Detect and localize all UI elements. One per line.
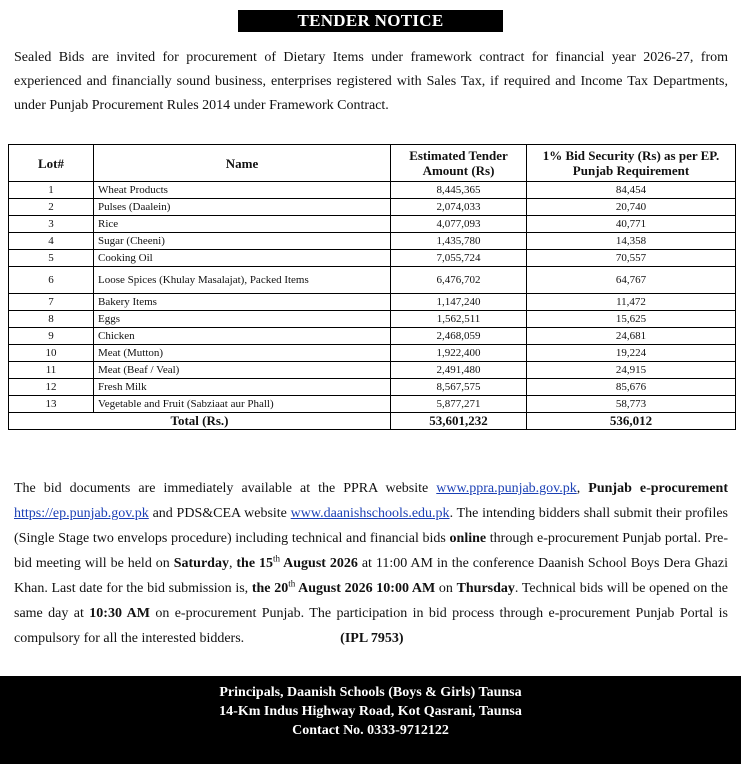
table-row — [9, 311, 736, 328]
lot-cell: 4 — [9, 233, 94, 250]
amount-cell: 2,468,059 — [391, 328, 527, 345]
details-text: at 11:00 AM in the conference Daanish School Boys Dera Ghazi Khan. Last date for the bid submission is, — [14, 556, 728, 596]
item-name-cell: Pulses (Daalein) — [94, 199, 391, 216]
table-row — [9, 182, 736, 199]
amount-cell: 2,491,480 — [391, 362, 527, 379]
details-text: . Technical bids will be opened on the same day at — [14, 581, 729, 621]
details-text: and PDS&CEA website — [148, 506, 291, 521]
details-text: on e-procurement Punjab. The participation in bid process through e-procurement Punjab Portal is compulsory for all the interested bidders. — [14, 606, 729, 646]
table-row — [9, 216, 736, 233]
item-name-cell: Bakery Items — [94, 294, 391, 311]
amount-cell: 7,055,724 — [391, 250, 527, 267]
lot-cell: 8 — [9, 311, 94, 328]
table-body — [9, 182, 736, 413]
lot-cell: 7 — [9, 294, 94, 311]
footer-principals: Principals, Daanish Schools (Boys & Girls) Taunsa — [219, 685, 522, 700]
lot-cell: 10 — [9, 345, 94, 362]
security-cell: 40,771 — [527, 216, 736, 233]
ordinal-suffix: th — [288, 578, 296, 589]
notice-title: TENDER NOTICE — [238, 10, 503, 32]
amount-cell: 2,074,033 — [391, 199, 527, 216]
total-label: Total (Rs.) — [9, 413, 391, 430]
tender-lots-table — [8, 144, 736, 430]
lot-cell: 12 — [9, 379, 94, 396]
details-bold: the 15 — [236, 556, 273, 571]
lot-cell: 5 — [9, 250, 94, 267]
security-cell: 20,740 — [527, 199, 736, 216]
security-cell: 14,358 — [527, 233, 736, 250]
lot-cell: 3 — [9, 216, 94, 233]
security-cell: 70,557 — [527, 250, 736, 267]
amount-cell: 1,435,780 — [391, 233, 527, 250]
table-row — [9, 267, 736, 294]
header-security: 1% Bid Security (Rs) as per EP. Punjab Requirement — [527, 145, 736, 182]
table-row — [9, 199, 736, 216]
table-header-row — [9, 145, 736, 182]
details-text: . The intending bidders shall submit their profiles (Single Stage two envelops procedure) including technical and financial bids — [14, 506, 729, 546]
details-bold: the 20 — [251, 581, 289, 596]
footer-address: 14-Km Indus Highway Road, Kot Qasrani, Taunsa — [219, 704, 522, 719]
details-text: through e-procurement Punjab portal. Pre-bid meeting will be held on — [14, 531, 729, 571]
amount-cell: 1,562,511 — [391, 311, 527, 328]
total-amount: 53,601,232 — [391, 413, 527, 430]
table-row — [9, 396, 736, 413]
table-row — [9, 250, 736, 267]
item-name-cell: Meat (Mutton) — [94, 345, 391, 362]
amount-cell: 5,877,271 — [391, 396, 527, 413]
item-name-cell: Vegetable and Fruit (Sabziaat aur Phall) — [94, 396, 391, 413]
lot-cell: 6 — [9, 267, 94, 294]
details-bold: 10:30 AM — [89, 606, 150, 621]
footer-contact: Contact No. 0333-9712122 — [292, 723, 449, 738]
security-cell: 64,767 — [527, 267, 736, 294]
amount-cell: 8,445,365 — [391, 182, 527, 199]
security-cell: 11,472 — [527, 294, 736, 311]
details-bold: online — [449, 531, 487, 546]
details-bold: Thursday — [456, 581, 515, 596]
intro-paragraph: Sealed Bids are invited for procurement of Dietary Items under framework contract for financial year 2026-27, from experienced and financially sound business, enterprises registered with Sales Tax, if required and Income Tax Departments, under Punjab Procurement Rules 2014 under Framework Contract. — [14, 50, 728, 113]
table-row — [9, 328, 736, 345]
table-row — [9, 345, 736, 362]
amount-cell: 4,077,093 — [391, 216, 527, 233]
lot-cell: 1 — [9, 182, 94, 199]
item-name-cell: Fresh Milk — [94, 379, 391, 396]
security-cell: 85,676 — [527, 379, 736, 396]
ppra-link[interactable]: www.ppra.punjab.gov.pk — [436, 481, 577, 496]
table-row — [9, 379, 736, 396]
security-cell: 24,681 — [527, 328, 736, 345]
amount-cell: 8,567,575 — [391, 379, 527, 396]
item-name-cell: Chicken — [94, 328, 391, 345]
total-row — [9, 413, 736, 430]
bid-details-paragraph — [14, 476, 728, 651]
item-name-cell: Wheat Products — [94, 182, 391, 199]
lot-cell: 11 — [9, 362, 94, 379]
security-cell: 19,224 — [527, 345, 736, 362]
details-text: on — [435, 581, 457, 596]
ordinal-suffix: th — [272, 553, 280, 564]
item-name-cell: Meat (Beaf / Veal) — [94, 362, 391, 379]
item-name-cell: Loose Spices (Khulay Masalajat), Packed Items — [94, 267, 391, 294]
security-cell: 58,773 — [527, 396, 736, 413]
header-amount: Estimated Tender Amount (Rs) — [391, 145, 527, 182]
lot-cell: 9 — [9, 328, 94, 345]
table-row — [9, 362, 736, 379]
amount-cell: 6,476,702 — [391, 267, 527, 294]
ep-punjab-link[interactable]: https://ep.punjab.gov.pk — [14, 506, 149, 521]
item-name-cell: Sugar (Cheeni) — [94, 233, 391, 250]
item-name-cell: Eggs — [94, 311, 391, 328]
total-security: 536,012 — [527, 413, 736, 430]
details-bold: August 2026 — [280, 556, 358, 571]
lot-cell: 13 — [9, 396, 94, 413]
details-bold: Punjab e-procurement — [588, 481, 729, 496]
amount-cell: 1,147,240 — [391, 294, 527, 311]
header-lot: Lot# — [9, 145, 94, 182]
table-row — [9, 294, 736, 311]
details-text: The bid documents are immediately available at the PPRA website — [14, 481, 437, 496]
item-name-cell: Rice — [94, 216, 391, 233]
lot-cell: 2 — [9, 199, 94, 216]
item-name-cell: Cooking Oil — [94, 250, 391, 267]
details-text: , — [228, 556, 237, 571]
details-bold: Saturday — [173, 556, 229, 571]
header-name: Name — [94, 145, 391, 182]
daanish-schools-link[interactable]: www.daanishschools.edu.pk — [290, 506, 450, 521]
amount-cell: 1,922,400 — [391, 345, 527, 362]
security-cell: 24,915 — [527, 362, 736, 379]
details-bold: August 2026 10:00 AM — [295, 581, 436, 596]
contact-footer — [0, 676, 741, 764]
table-row — [9, 233, 736, 250]
security-cell: 15,625 — [527, 311, 736, 328]
ipl-reference: (IPL 7953) — [340, 631, 404, 646]
security-cell: 84,454 — [527, 182, 736, 199]
details-text: , — [576, 481, 589, 496]
